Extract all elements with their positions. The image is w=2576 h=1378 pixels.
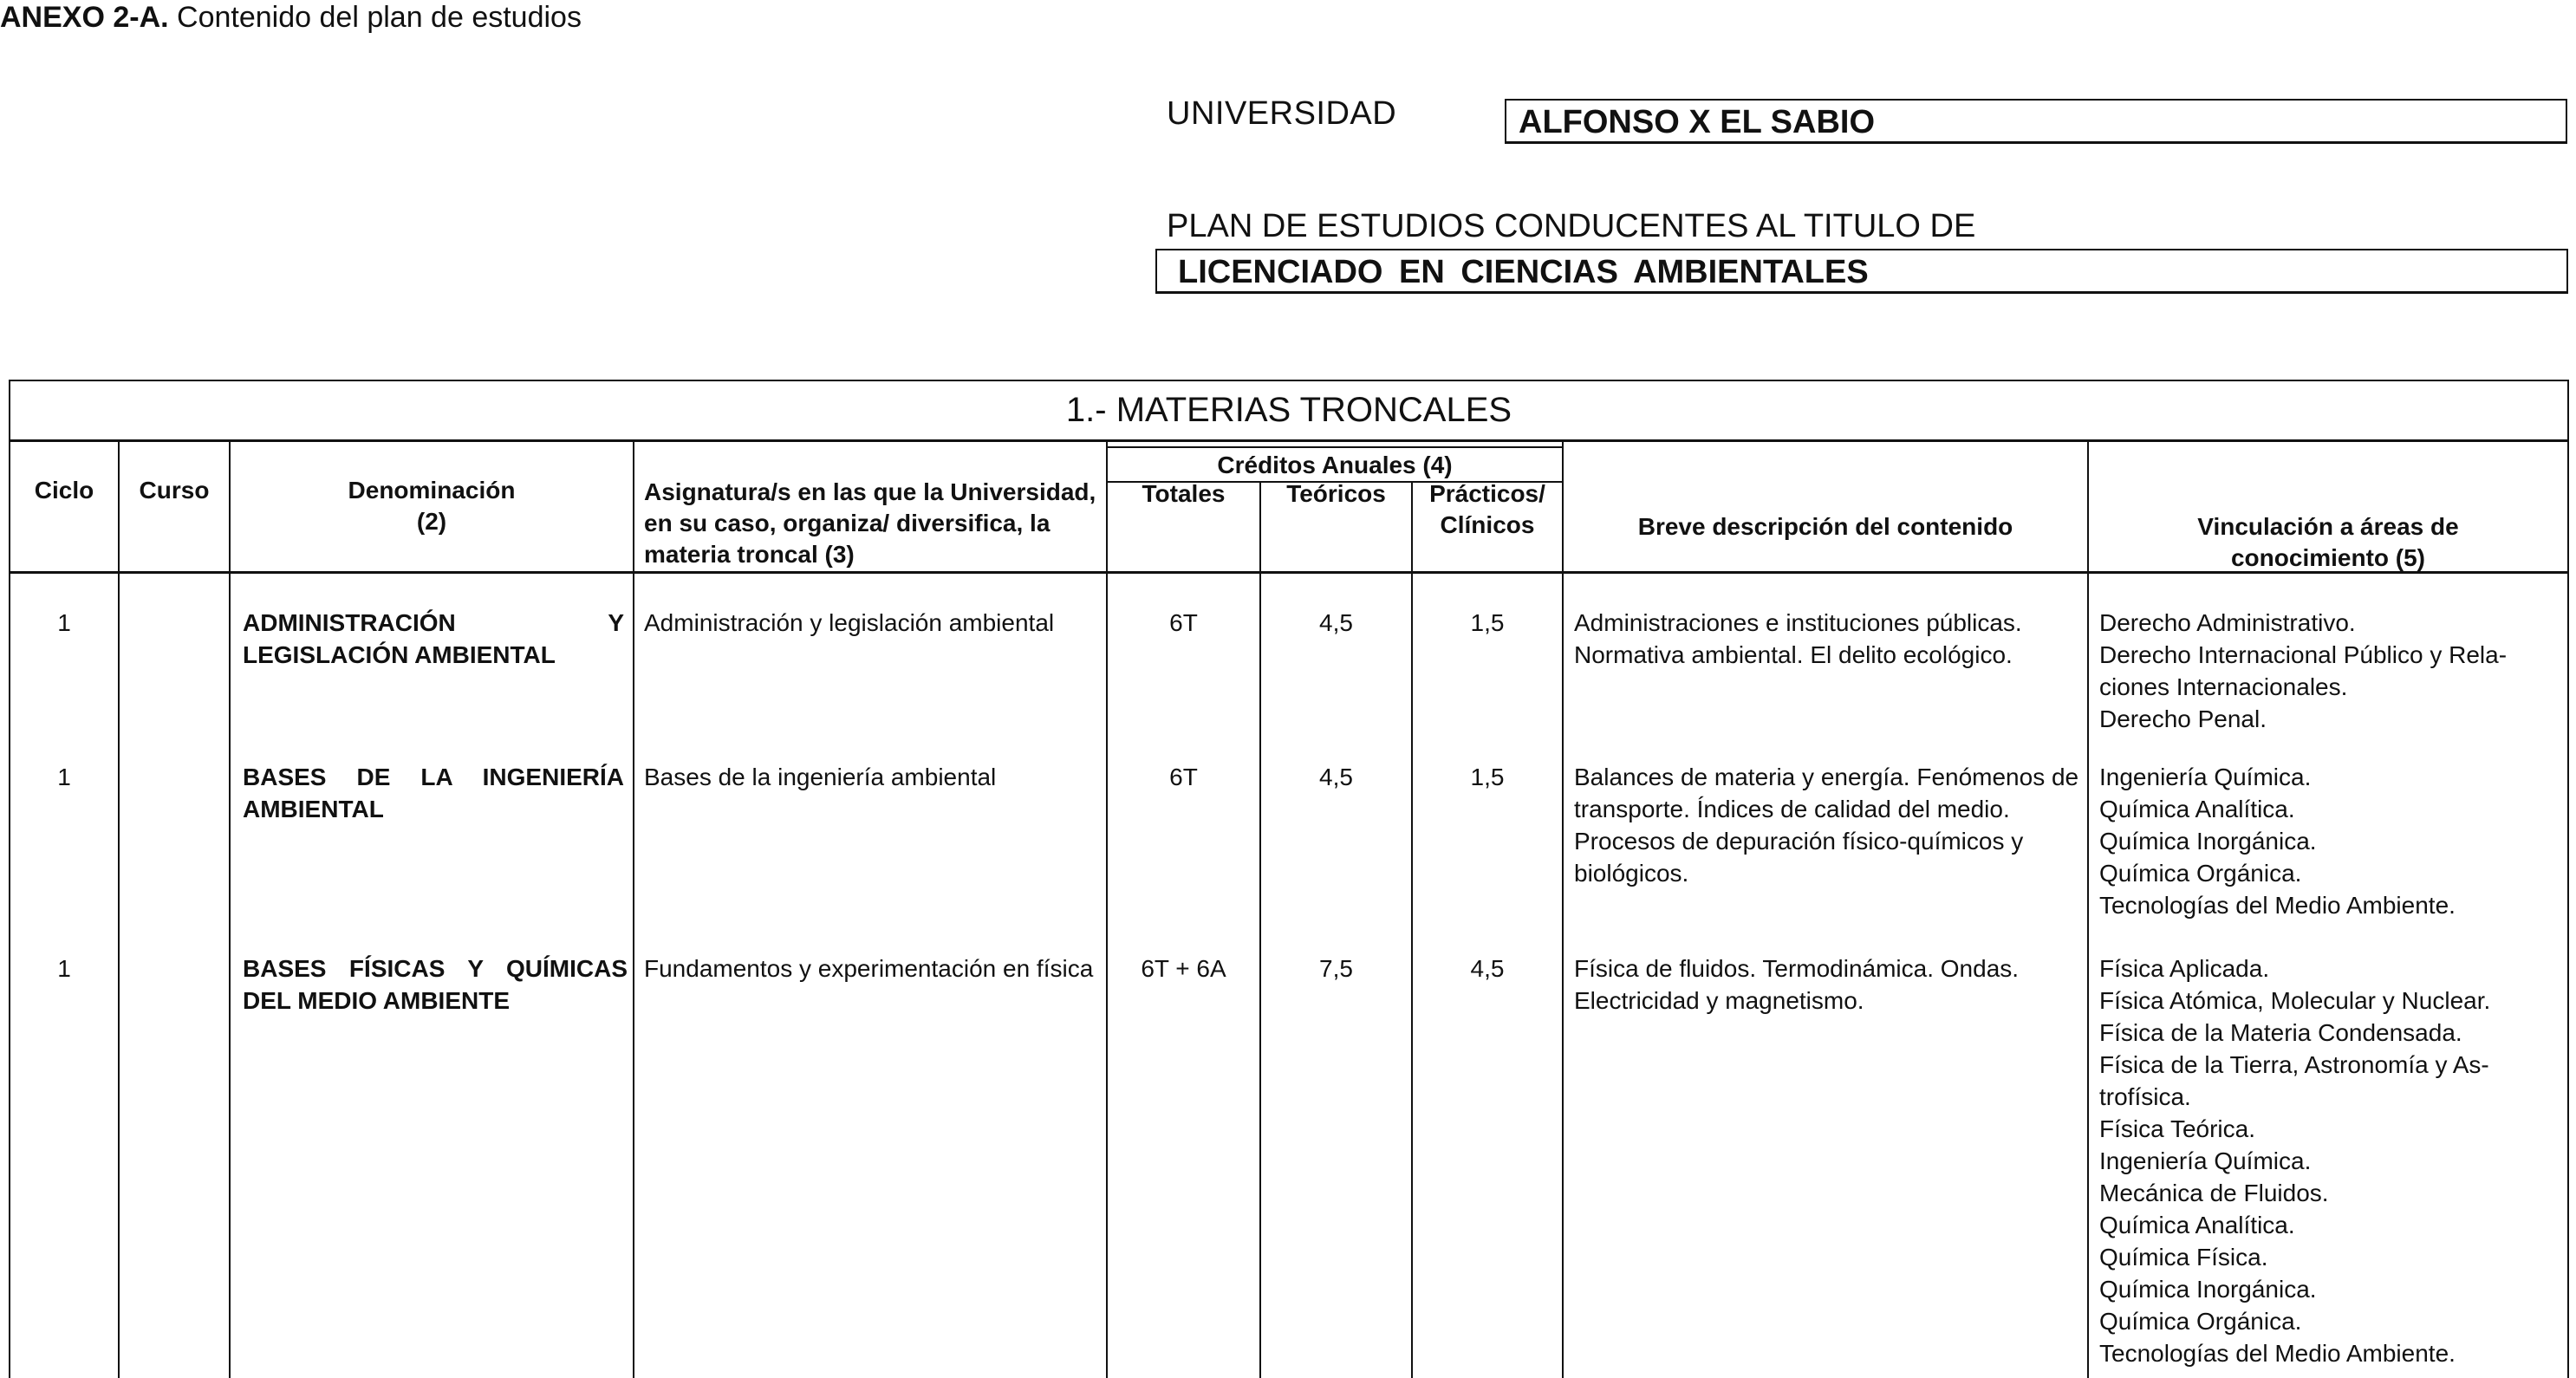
list-item: Física Aplicada.	[2099, 955, 2270, 982]
row3-teoricos: 7,5	[1319, 955, 1353, 982]
list-item: Ingeniería Química.	[2099, 764, 2312, 790]
row1-ciclo: 1	[57, 609, 71, 636]
list-item: Derecho Internacional Público y Rela-	[2099, 641, 2508, 668]
list-item: Tecnologías del Medio Ambiente.	[2099, 1340, 2456, 1367]
row3-ciclo: 1	[57, 955, 71, 982]
header-vinculacion-line1: Vinculación a áreas de	[2197, 513, 2459, 540]
header-denominacion	[231, 475, 633, 537]
column-divider	[1106, 442, 1108, 1378]
header-totales: Totales	[1142, 480, 1226, 507]
row2-ciclo: 1	[57, 764, 71, 790]
list-item: Física de la Materia Condensada.	[2099, 1019, 2462, 1046]
row2-asignatura: Bases de la ingeniería ambiental	[644, 764, 997, 790]
header-vinculacion-line2: conocimiento (5)	[2230, 544, 2425, 571]
row2-areas-list	[2099, 761, 2567, 921]
header-practicos-line2: Clínicos	[1440, 511, 1535, 538]
row1-totales: 6T	[1169, 609, 1198, 636]
row1-teoricos: 4,5	[1319, 609, 1353, 636]
row3-descripcion: Física de fluidos. Termodinámica. Ondas. Electricidad y magnetismo.	[1574, 955, 2020, 1014]
list-item: trofísica.	[2099, 1083, 2191, 1110]
list-item: Química Analítica.	[2099, 1212, 2295, 1238]
row3-practicos: 4,5	[1470, 955, 1505, 982]
annex-title	[0, 0, 582, 35]
header-denominacion-line1: Denominación	[348, 477, 516, 504]
column-divider	[633, 442, 634, 1378]
header-creditos-anuales: Créditos Anuales (4)	[1217, 452, 1453, 478]
header-practicos-line1: Prácticos/	[1429, 480, 1545, 507]
row2-descripcion: Balances de materia y energía. Fenómenos de transporte. Índices de calidad del medio. Procesos de depuración físico-químicos y biológicos.	[1574, 764, 2079, 887]
list-item: Química Analítica.	[2099, 796, 2295, 822]
list-item: Física Atómica, Molecular y Nuclear.	[2099, 987, 2491, 1014]
list-item: Mecánica de Fluidos.	[2099, 1180, 2329, 1206]
table-border-right	[2567, 442, 2569, 1378]
header-asignatura: Asignatura/s en las que la Universidad, en su caso, organiza/ diversifica, la materia troncal (3)	[644, 478, 1096, 568]
list-item: Tecnologías del Medio Ambiente.	[2099, 892, 2456, 919]
row1-asignatura: Administración y legislación ambiental	[644, 609, 1055, 636]
row1-practicos: 1,5	[1470, 609, 1505, 636]
list-item: Química Inorgánica.	[2099, 1276, 2317, 1303]
list-item: Física Teórica.	[2099, 1115, 2255, 1142]
plan-label: PLAN DE ESTUDIOS CONDUCENTES AL TITULO DE	[1167, 208, 1976, 244]
row2-denominacion: BASES DE LA INGENIERÍA AMBIENTAL	[243, 764, 624, 822]
header-practicos	[1413, 478, 1562, 541]
list-item: Física de la Tierra, Astronomía y As-	[2099, 1051, 2489, 1078]
header-ciclo: Ciclo	[34, 477, 94, 504]
header-descripcion: Breve descripción del contenido	[1637, 513, 2013, 540]
list-item: ciones Internacionales.	[2099, 673, 2348, 700]
annex-text: Contenido del plan de estudios	[177, 1, 582, 34]
row1-denominacion: ADMINISTRACIÓN Y LEGISLACIÓN AMBIENTAL	[243, 609, 624, 668]
list-item: Química Inorgánica.	[2099, 828, 2317, 855]
table-border-left	[9, 442, 10, 1378]
list-item: Derecho Penal.	[2099, 705, 2267, 732]
row3-asignatura: Fundamentos y experimentación en física	[644, 955, 1094, 982]
header-denominacion-line2: (2)	[416, 508, 447, 535]
row2-practicos: 1,5	[1470, 764, 1505, 790]
list-item: Ingeniería Química.	[2099, 1147, 2312, 1174]
section-title: 1.- MATERIAS TRONCALES	[9, 380, 2569, 442]
annex-number: ANEXO 2-A.	[0, 1, 169, 34]
row3-totales: 6T + 6A	[1141, 955, 1226, 982]
degree-title-box: LICENCIADO EN CIENCIAS AMBIENTALES	[1155, 249, 2568, 294]
row2-teoricos: 4,5	[1319, 764, 1353, 790]
university-name-box: ALFONSO X EL SABIO	[1505, 99, 2567, 144]
row3-denominacion: BASES FÍSICAS Y QUÍMICAS DEL MEDIO AMBIENTE	[243, 955, 628, 1014]
header-curso: Curso	[139, 477, 210, 504]
row2-totales: 6T	[1169, 764, 1198, 790]
list-item: Derecho Administrativo.	[2099, 609, 2356, 636]
row1-areas-list	[2099, 607, 2567, 735]
column-divider	[118, 442, 120, 1378]
list-item: Química Orgánica.	[2099, 860, 2302, 887]
list-item: Química Orgánica.	[2099, 1308, 2302, 1335]
column-divider	[2087, 442, 2089, 1378]
row3-areas-list	[2099, 952, 2567, 1369]
materias-troncales-table	[9, 380, 2569, 1378]
column-divider	[229, 442, 231, 1378]
list-item: Química Física.	[2099, 1244, 2268, 1271]
header-teoricos: Teóricos	[1286, 480, 1386, 507]
column-divider	[1562, 442, 1564, 1378]
university-label: UNIVERSIDAD	[1167, 95, 1397, 132]
credits-header-top-rule	[1106, 446, 1562, 448]
header-vinculacion	[2089, 511, 2567, 574]
row1-descripcion: Administraciones e instituciones públicas. Normativa ambiental. El delito ecológico.	[1574, 609, 2022, 668]
